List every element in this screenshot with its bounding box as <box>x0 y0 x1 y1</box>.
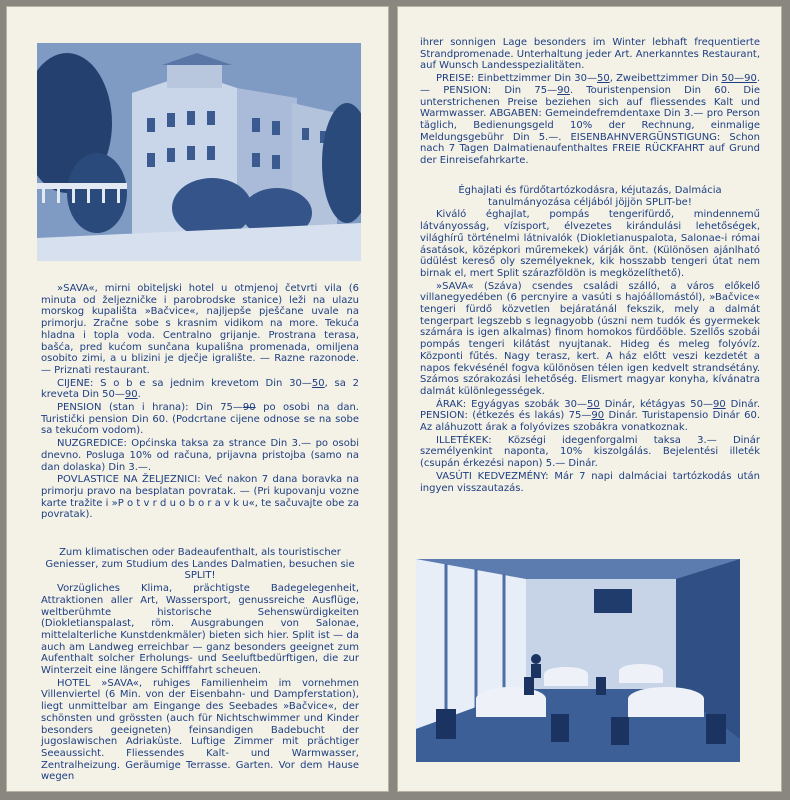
hungarian-paragraph-1: Kiváló éghajlat, pompás tengerifürdő, mindennemű látványosság, vízisport, élvezetes kirándulási lehetőségek, világhírű történelmi látnivalók (Diokletianuspalota, Salonae-i római ásatások, középkori műremekek) várják önt. (Különösen ajánlható üdülést kereső oly személyeknek, kik hosszabb tengeri útat nem birnak el, mert Split szárazföldön is megközelíthető). <box>420 209 760 279</box>
preise-underlined-3: 90 <box>557 84 570 96</box>
preise-text-1: Einbettzimmer Din 30— <box>477 73 597 85</box>
pension-text-1: (stan i hrana): Din 75— <box>108 402 243 414</box>
preise-label: PREISE: <box>436 73 475 85</box>
arak-label: ÁRAK: <box>436 398 467 410</box>
vasuti-label: VASÚTI KEDVEZMÉNY: <box>436 470 549 482</box>
restaurant-interior-photo <box>416 559 740 762</box>
croatian-railway <box>41 474 359 521</box>
arak-text-2: Dinár, kétágyas 50— <box>599 398 713 410</box>
pension-struck-1: 90 <box>242 402 256 414</box>
arak-text-4: Dinár. Turistapensio Dinár 60. Az aláhuzott árak a folyóvizes szobákra vonatkoznak. <box>420 410 760 434</box>
illetekek-label: ILLETÉKEK: <box>436 434 492 446</box>
german-prices <box>420 73 760 167</box>
pension-text-2: po osobi na dan. Turistički pension Din 60. (Podcrtane cijene odnose se na sobe sa tekućom vodom). <box>41 402 359 437</box>
cijene-underlined-1: 50 <box>311 377 325 389</box>
arak-text-3: Dinár. PENSION: (étkezés és lakás) 75— <box>420 398 760 422</box>
hungarian-fees <box>420 435 760 470</box>
preise-underlined-1: 50 <box>596 73 610 85</box>
hungarian-section <box>420 185 760 495</box>
illetekek-text: Községi idegenforgalmi taksa 3.— Dinár személyenkint naponta, 10% kiszolgálás. Bejelentési illeték (csupán érkezési napon) 5.— Dinár. <box>420 434 760 470</box>
croatian-prices <box>41 378 359 401</box>
arak-underlined-1: 50 <box>587 398 600 410</box>
german-section <box>41 547 359 784</box>
preise-text-3: . — PENSION: Din 75— <box>420 73 760 96</box>
hungarian-railway <box>420 471 760 494</box>
arak-underlined-3: 90 <box>591 410 605 422</box>
nuzgredice-text: Općinska taksa za strance Din 3.— po osobi dnevno. Posluga 10% od računa, prijavna pristojba (samo na dan dolaska) Din 3.—. <box>41 438 359 473</box>
povlastice-text: Već nakon 7 dana boravka na primorju pravo na besplatan povratak. — (Pri kupovanju vozne karte tražite i »P o t v r d u o b o r a v k u«, te sačuvajte obe za povratak). <box>41 474 359 521</box>
cijene-label: CIJENE: <box>57 377 94 389</box>
arak-underlined-2: 90 <box>712 398 726 410</box>
cijene-text-2: , sa 2 kreveta Din 50— <box>41 377 359 401</box>
german-continued-paragraph: ihrer sonnigen Lage besonders im Winter lebhaft frequentierte Strandpromenade. Unterhaltung jeder Art. Anerkanntes Restaurant, auf Wunsch Landesspezialitäten. <box>420 37 760 72</box>
cijene-text-1: S o b e sa jednim krevetom Din 30— <box>100 377 312 389</box>
nuzgredice-label: NUZGREDICE: <box>57 438 127 450</box>
hotel-building-photo <box>37 43 361 261</box>
preise-underlined-2: 50—90 <box>721 73 757 85</box>
right-page <box>397 6 782 792</box>
arak-text-1: Egyágyas szobák 30— <box>471 398 588 410</box>
german-paragraph-1: Vorzügliches Klima, prächtigste Badegelegenheit, Attraktionen aller Art, Wassersport, genussreiche Ausflüge, weltberühmte historische Sehenswürdigkeiten (Diokletianspalast, röm. Ausgrabungen von Salonae, mittelalterliche Kunstdenkmäler) bieten sich hier. Split ist — da auch am Landweg erreichbar — ganz besonders geeignet zum Aufenthalt solcher Erholungs- und Seeluftbedürftigen, die zur Winterzeit eine längere Schifffahrt scheuen. <box>41 583 359 677</box>
croatian-intro: »SAVA«, mirni obiteljski hotel u otmjenoj četvrti vila (6 minuta od željezničke i parobrodske stanice) leži na ulazu morskog kupališta »Bačvice«, najljepše pješčane uvale na primorju. Zračne sobe s krasnim vidikom na more. Tekuća hladna i topla voda. Centralno grijanje. Prostrana terasa, bašća, pred kućom sunčana kupališna promenada, omiljena osobito zimi, a u blizini je dječje igralište. — Razne razonode. — Priznati restaurant. <box>41 283 359 376</box>
cijene-underlined-2: 90 <box>124 389 138 401</box>
german-paragraph-2: HOTEL »SAVA«, ruhiges Familienheim im vornehmen Villenviertel (6 Min. von der Eisenbahn- und Dampferstation), liegt unmittelbar am Eingange des Seebades »Bačvice«, der schönsten und grössten (auch für Nichtschwimmer und Kinder besonders geeigneten) feinsandigen Badebucht der jugoslawischen Adriaküste. Luftige Zimmer mit prächtiger Seeaussicht. Fliessendes Kalt- und Warmwasser, Zentralheizung. Geräumige Terrasse. Garten. Vor dem Hause wegen <box>41 677 359 783</box>
hungarian-prices <box>420 399 760 434</box>
preise-text-2: , Zweibettzimmer Din <box>609 73 722 85</box>
hungarian-heading: Éghajlati és fürdőtartózkodásra, kéjutazás, Dalmácia tanulmányozása céljából jöjjön SPLIT-be! <box>458 185 722 208</box>
pension-label: PENSION <box>57 402 102 414</box>
povlastice-label: POVLASTICE NA ŽELJEZNICI: <box>57 474 201 486</box>
german-heading: Zum klimatischen oder Badeaufenthalt, als touristischer Geniesser, zum Studium des Landes Dalmatien, besuchen sie SPLIT! <box>45 547 355 582</box>
croatian-section <box>41 283 359 522</box>
cijene-text-3: . <box>137 389 141 401</box>
croatian-fees <box>41 438 359 473</box>
left-page <box>6 6 389 792</box>
preise-text-4: . Touristenpension Din 60. Die unterstrichenen Preise beziehen sich auf fliessendes Kalt und Warmwasser. ABGABEN: Gemeindefremdentaxe Din 3.— pro Person täglich, Bedienungsgeld 10% der Rechnung, einmalige Meldungsgebühr Din 5.—. EISENBAHNVERGÜNSTIGUNG: Schon nach 7 Tagen Dalmatienaufenthaltes FREIE RÜCKFAHRT auf Grund der Einreisefahrkarte. <box>420 84 760 167</box>
croatian-pension <box>41 402 359 437</box>
vasuti-text: Már 7 napi dalmáciai tartózkodás után ingyen visszautazás. <box>420 470 761 494</box>
german-continued-section <box>420 37 760 168</box>
hungarian-paragraph-2: »SAVA« (Száva) csendes családi szálló, a város előkelő villanegyedében (6 percnyire a vasúti s hajóállomástól), »Bačvice« tengeri fürdő közvetlen bejáratánál fekszik, mely a dalmát tengerpart legszebb s legnagyobb (úszni nem tudók és gyermekek számára is igen alkalmas) finom homokos fürdőöble. Szellős szobái pompás tengeri kilátást nyujtanak. Hideg és meleg folyóvíz. Központi fűtés. Nagy terasz, kert. A ház előtt veszi kezdetét a napos fekvésénél fogva különösen télen igen kedvelt strandsétány. Számos szórakozási lehetőség. Elismert magyar konyha, kívánatra dalmát különlegességek. <box>420 280 760 397</box>
